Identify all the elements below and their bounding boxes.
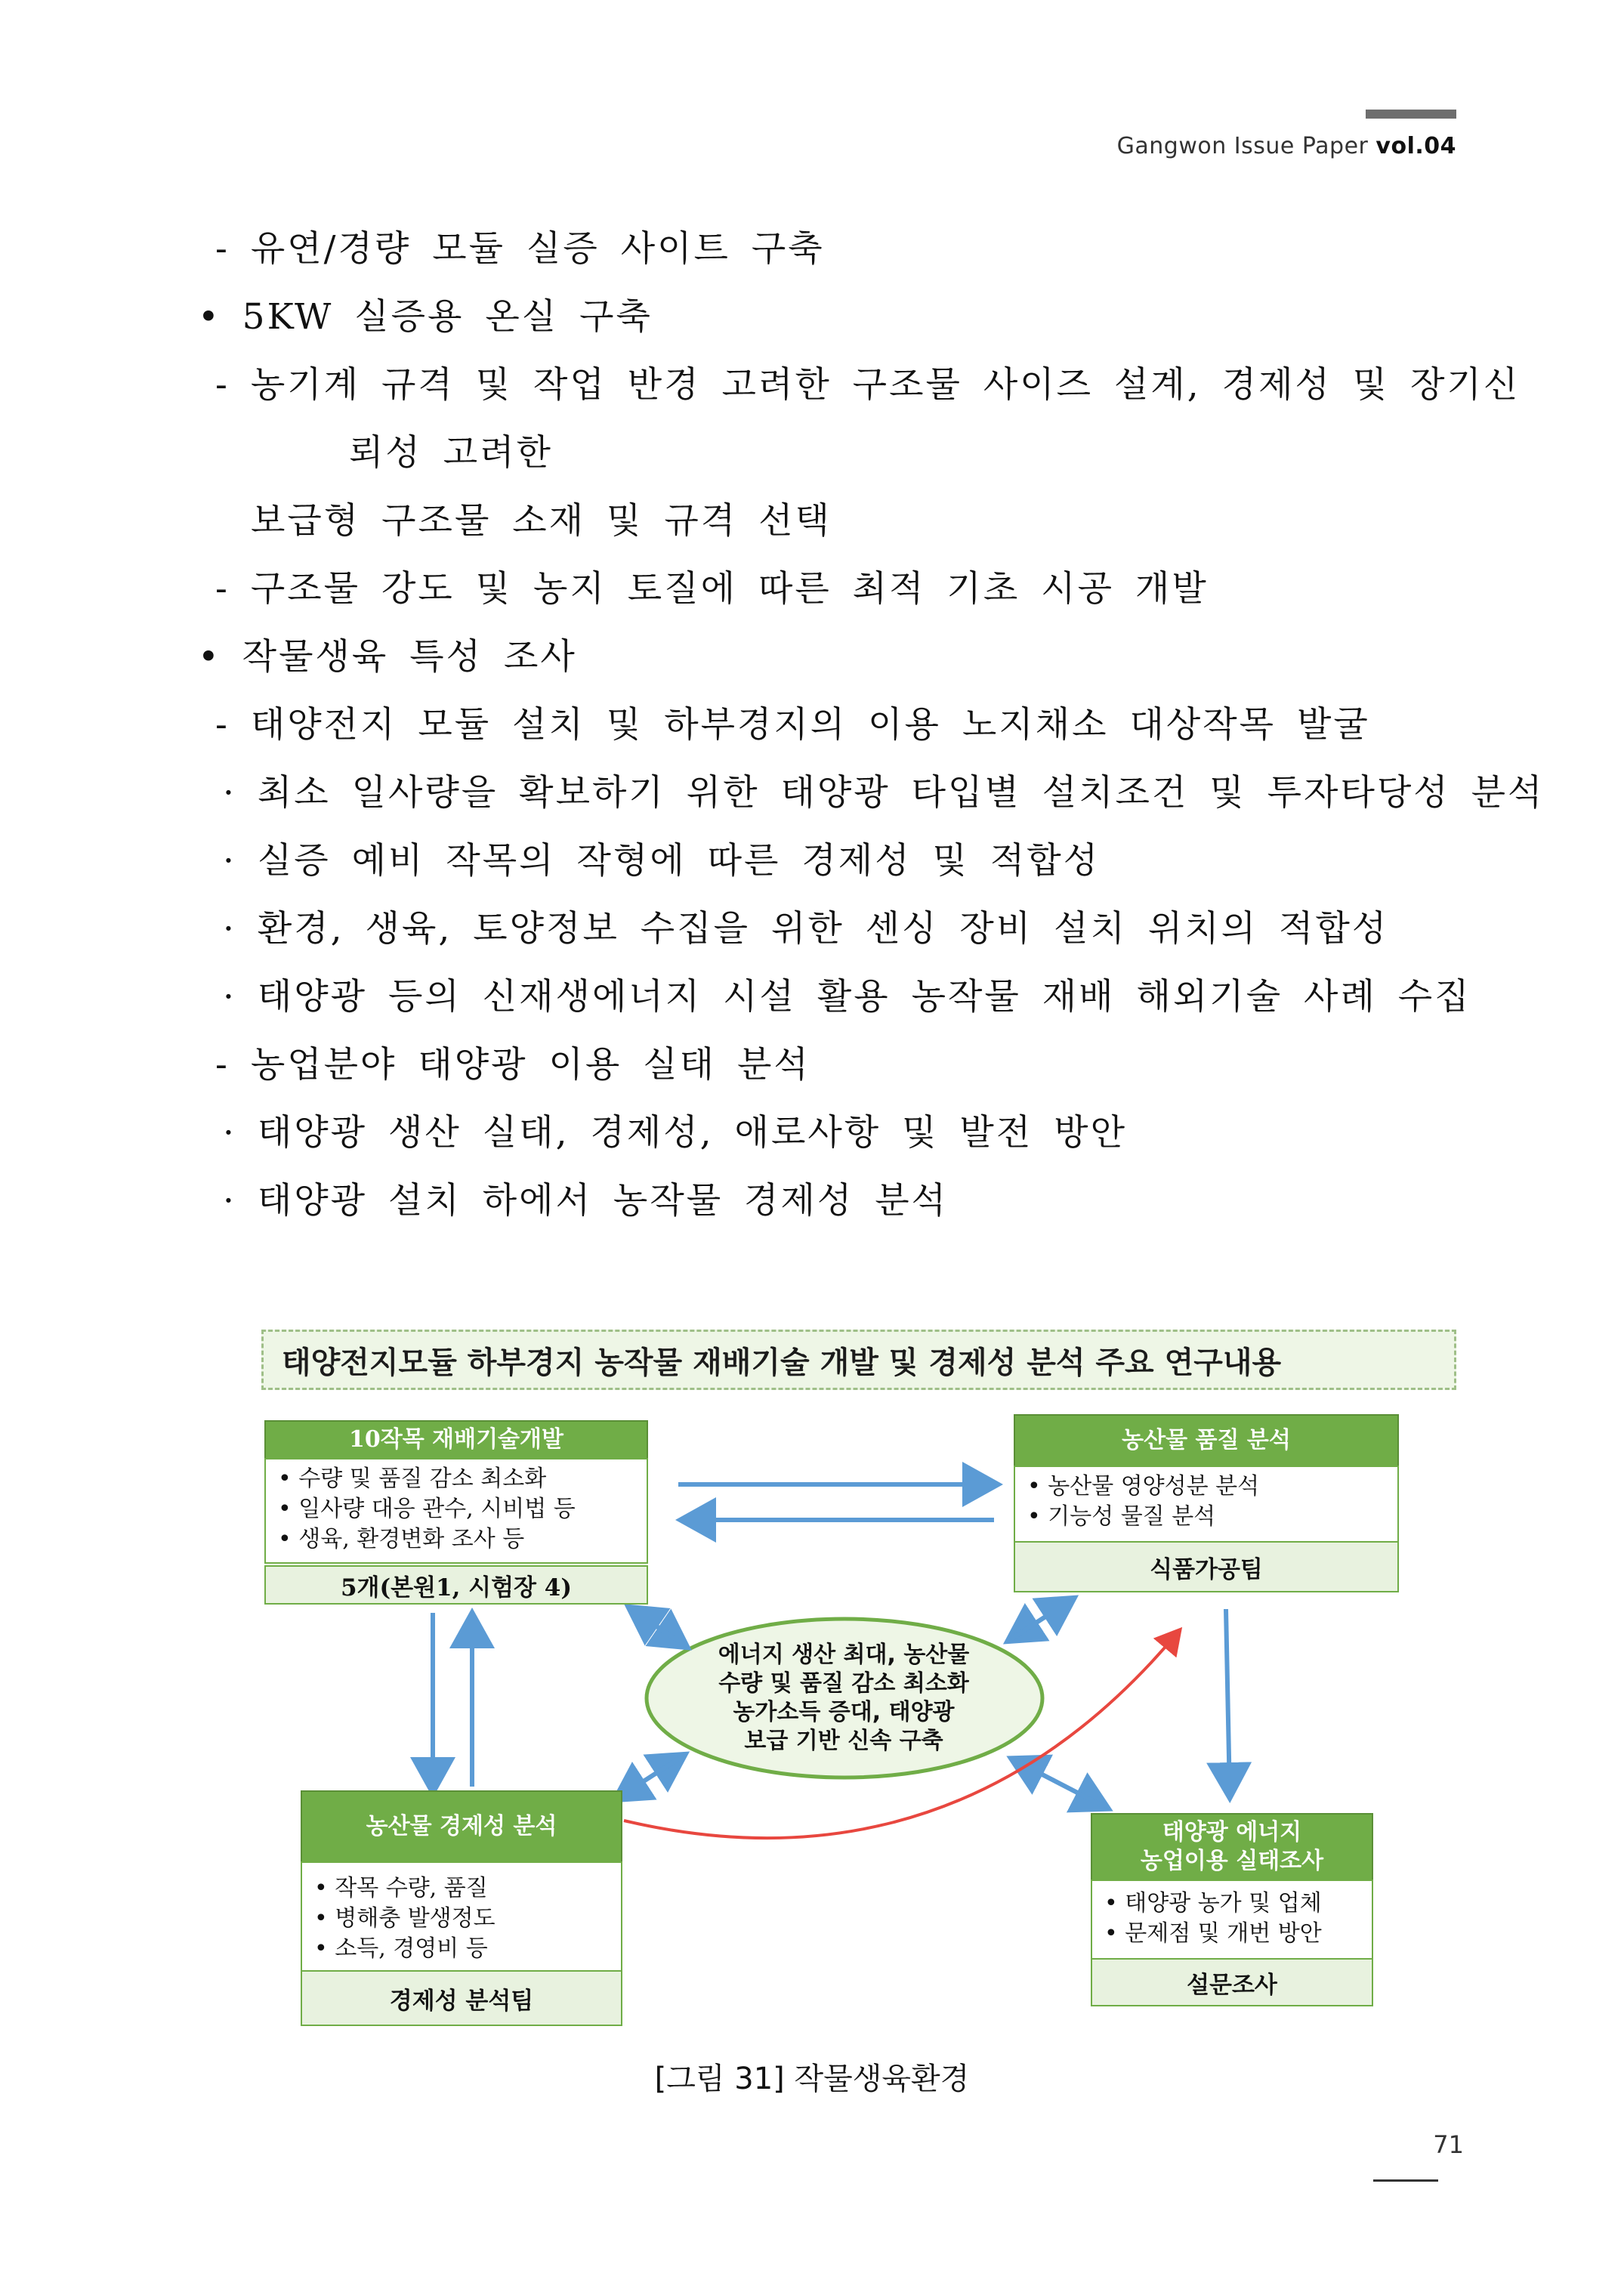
body-line: · 태양광 등의 신재생에너지 시설 활용 농작물 재배 해외기술 사례 수집: [223, 976, 1471, 1018]
body-line: • 5KW 실증용 온실 구축: [198, 296, 653, 338]
box-survey-title: 태양광 에너지 농업이용 실태조사: [1091, 1813, 1373, 1881]
body-line: · 환경, 생육, 토양정보 수집을 위한 센싱 장비 설치 위치의 적합성: [223, 908, 1389, 950]
body-line: - 구조물 강도 및 농지 토질에 따른 최적 기초 시공 개발: [215, 568, 1209, 610]
list-item: • 일사량 대응 관수, 시비법 등: [278, 1496, 576, 1522]
box-crop-footer: 5개(본원1, 시험장 4): [264, 1565, 648, 1605]
list-item: • 기능성 물질 분석: [1027, 1503, 1216, 1530]
body-line: - 태양전지 모듈 설치 및 하부경지의 이용 노지채소 대상작목 발굴: [215, 704, 1370, 746]
box-quality-footer: 식품가공팀: [1014, 1541, 1399, 1592]
list-item: • 태양광 농가 및 업체: [1104, 1890, 1322, 1917]
list-item: • 소득, 경영비 등: [314, 1935, 488, 1962]
box-quality-title: 농산물 품질 분석: [1014, 1414, 1399, 1467]
research-diagram: [255, 1322, 1464, 2040]
arrow-center-to-survey-b: [1014, 1760, 1105, 1807]
arrow-econ-to-center-b: [618, 1756, 682, 1798]
box-econ-items: [301, 1861, 622, 1972]
page-number: 71: [1433, 2130, 1464, 2159]
box-quality-items: [1014, 1466, 1399, 1543]
list-item: • 수량 및 품질 감소 최소화: [278, 1466, 547, 1492]
figure-caption: [그림 31] 작물생육환경: [654, 2062, 970, 2096]
body-line: · 태양광 생산 실태, 경제성, 애로사항 및 발전 방안: [223, 1112, 1127, 1154]
center-goal-text: 에너지 생산 최대, 농산물 수량 및 품질 감소 최소화 농가소득 증대, 태양광 보급 기반 신속 구축: [718, 1642, 970, 1754]
box-survey-footer: 설문조사: [1091, 1958, 1373, 2006]
body-line: - 농기계 규격 및 작업 반경 고려한 구조물 사이즈 설계, 경제성 및 장기신: [215, 364, 1521, 406]
header-rule: [1366, 110, 1456, 119]
header-series: Gangwon Issue Paper vol.04: [1116, 133, 1456, 159]
list-item: • 병해충 발생정도: [314, 1905, 496, 1932]
arrow-quality-to-survey: [1226, 1609, 1230, 1794]
box-survey-items: [1091, 1880, 1373, 1960]
list-item: • 작목 수량, 품질: [314, 1875, 488, 1901]
box-crop-title: 10작목 재배기술개발: [264, 1420, 648, 1459]
footer-rule: [1373, 2179, 1438, 2182]
body-line: - 농업분야 태양광 이용 실태 분석: [215, 1044, 810, 1086]
body-line: • 작물생육 특성 조사: [198, 636, 577, 678]
list-item: • 농산물 영양성분 분석: [1027, 1473, 1260, 1500]
body-line: - 유연/경량 모듈 실증 사이트 구축: [215, 228, 825, 270]
diagram-title: 태양전지모듈 하부경지 농작물 재배기술 개발 및 경제성 분석 주요 연구내용: [261, 1330, 1456, 1390]
box-econ-footer: 경제성 분석팀: [301, 1970, 622, 2026]
body-line: 뢰성 고려한: [349, 432, 553, 474]
box-econ-title: 농산물 경제성 분석: [301, 1790, 622, 1863]
body-line: · 최소 일사량을 확보하기 위한 태양광 타입별 설치조건 및 투자타당성 분석: [223, 772, 1545, 814]
list-item: • 문제점 및 개번 방안: [1104, 1920, 1322, 1947]
box-crop-items: [264, 1458, 648, 1564]
body-line: 보급형 구조물 소재 및 규격 선택: [251, 500, 832, 542]
arrow-quality-to-center-b: [1011, 1600, 1071, 1639]
body-line: · 실증 예비 작목의 작형에 따른 경제성 및 적합성: [223, 840, 1101, 882]
body-line: · 태양광 설치 하에서 농작물 경제성 분석: [223, 1180, 949, 1222]
list-item: • 생육, 환경변화 조사 등: [278, 1526, 525, 1552]
